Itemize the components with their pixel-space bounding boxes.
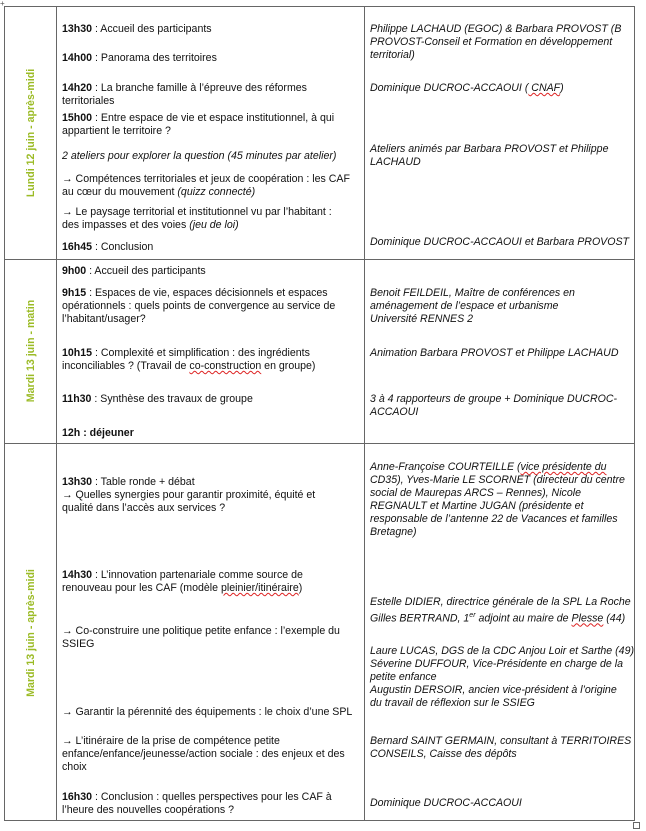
speaker-item: 3 à 4 rapporteurs de groupe + Dominique DUCROC- ACCAOUI [370,393,618,418]
speaker-item: Dominique DUCROC-ACCAOUI [370,797,522,809]
speaker-item: Ateliers animés par Barbara PROVOST et Philippe LACHAUD [370,143,609,168]
session-item: 16h45 : Conclusion [62,241,154,253]
speaker-item: Anne-Françoise COURTEILLE (vice présidente du CD35), Yves-Marie LE SCORNET (directeur du centre social de Maurepas ARCS – Rennes), Nicole REGNAULT et Martine JUGAN (présidente et responsable de l’antenne 22 de Vacances et familles Bretagne) [370,461,625,538]
session-item: 9h15 : Espaces de vie, espaces décisionnels et espaces opérationnels : quels points de convergence au service de l’habitant/usager? [62,287,336,325]
session-item: 15h00 : Entre espace de vie et espace institutionnel, à qui appartient le territoire ? [62,112,335,137]
speaker-item: Estelle DIDIER, directrice générale de la SPL La Roche Gilles BERTRAND, 1er adjoint au maire de Plesse (44) [370,596,631,625]
session-item: → Co-construire une politique petite enfance : l’exemple du SSIEG [62,625,340,650]
speaker-item: Laure LUCAS, DGS de la CDC Anjou Loir et Sarthe (49) Séverine DUFFOUR, Vice-Présidente en charge de la petite enfance Augustin DERSOIR, ancien vice-président à l’origine du travail de réflexion sur le SSIEG [370,645,634,709]
session-item: 13h30 : Table ronde + débat → Quelles synergies pour garantir proximité, équité et qualité dans l’accès aux services ? [62,476,316,514]
speaker-item: Dominique DUCROC-ACCAOUI et Barbara PROVOST [370,236,630,248]
table-move-handle[interactable]: + [0,0,5,8]
day-label: Mardi 13 juin - matin [24,299,37,403]
session-item: 11h30 : Synthèse des travaux de groupe [62,393,253,405]
session-item: 14h20 : La branche famille à l’épreuve des réformes territoriales [62,82,307,107]
session-item: 13h30 : Accueil des participants [62,23,212,35]
session-item: 16h30 : Conclusion : quelles perspectives pour les CAF à l’heure des nouvelles coopérations ? [62,791,332,816]
speaker-item: Benoit FEILDEIL, Maître de conférences en aménagement de l’espace et urbanisme Université RENNES 2 [370,287,575,325]
session-item: 14h00 : Panorama des territoires [62,52,217,64]
day-label: Mardi 13 juin - après-midi [24,568,37,697]
session-item: 9h00 : Accueil des participants [62,265,206,277]
session-item: → Le paysage territorial et institutionnel vu par l’habitant : des impasses et des voies (jeu de loi) [62,206,332,231]
session-item: → L’itinéraire de la prise de compétence petite enfance/enfance/jeunesse/action sociale : des enjeux et des choix [62,735,345,773]
session-item: 14h30 : L’innovation partenariale comme source de renouveau pour les CAF (modèle pleinier/itinéraire) [62,569,303,594]
speaker-item: Animation Barbara PROVOST et Philippe LACHAUD [370,347,619,359]
session-item: 2 ateliers pour explorer la question (45 minutes par atelier) [62,150,337,162]
day-label: Lundi 12 juin - après-midi [24,68,37,198]
day-row-tuesday-morning [5,259,634,444]
table-resize-handle[interactable] [633,822,640,829]
session-item: 10h15 : Complexité et simplification : des ingrédients inconciliables ? (Travail de co-construction en groupe) [62,347,316,372]
speaker-item: Dominique DUCROC-ACCAOUI ( CNAF) [370,82,564,94]
session-item: → Compétences territoriales et jeux de coopération : les CAF au cœur du mouvement (quizz connecté) [62,173,350,198]
speaker-item: Bernard SAINT GERMAIN, consultant à TERRITOIRES CONSEILS, Caisse des dépôts [370,735,632,760]
speaker-item: Philippe LACHAUD (EGOC) & Barbara PROVOST (B PROVOST-Conseil et Formation en développement territorial) [370,23,622,61]
day-row-monday [5,7,634,260]
session-item: 12h : déjeuner [62,427,134,439]
day-row-tuesday-afternoon [5,443,634,822]
program-table [4,6,635,821]
session-item: → Garantir la pérennité des équipements : le choix d’une SPL [62,706,353,718]
